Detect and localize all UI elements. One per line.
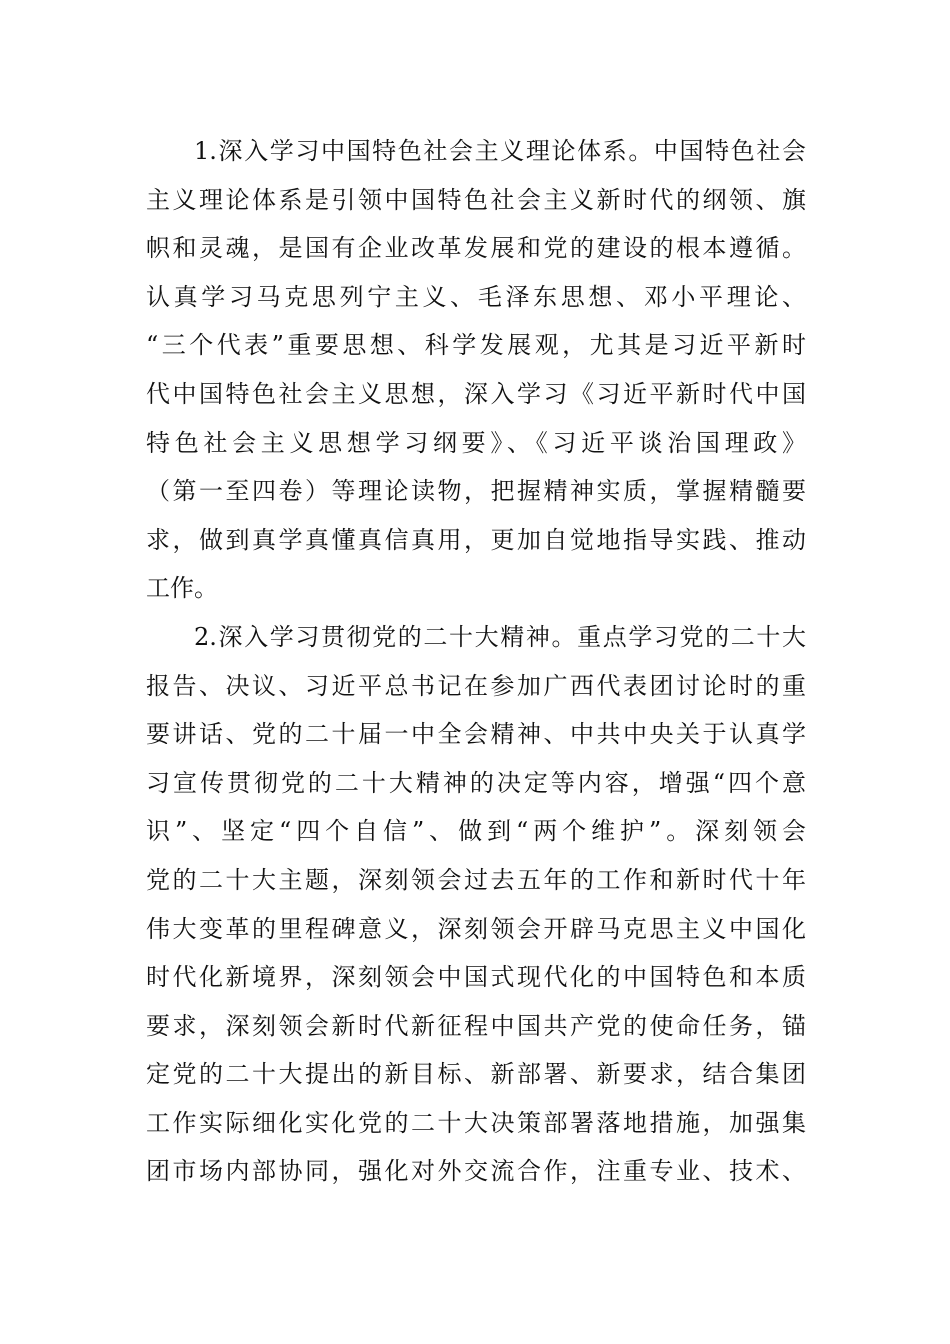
paragraph-line: 时代化新境界，深刻领会中国式现代化的中国特色和本质 bbox=[146, 963, 806, 992]
paragraph-1 bbox=[146, 127, 806, 613]
paragraph-line: 主义理论体系是引领中国特色社会主义新时代的纲领、旗 bbox=[146, 185, 806, 214]
paragraph-line: 工作实际细化实化党的二十大决策部署落地措施，加强集 bbox=[146, 1108, 806, 1137]
paragraph-line: 习宣传贯彻党的二十大精神的决定等内容，增强“四个意 bbox=[146, 768, 806, 797]
paragraph-2 bbox=[146, 613, 806, 1196]
paragraph-line: 识”、坚定“四个自信”、做到“两个维护”。深刻领会 bbox=[146, 817, 806, 846]
paragraph-line: （第一至四卷）等理论读物，把握精神实质，掌握精髓要 bbox=[146, 477, 806, 506]
paragraph-line: 团市场内部协同，强化对外交流合作，注重专业、技术、 bbox=[146, 1157, 806, 1186]
paragraph-line: 帜和灵魂，是国有企业改革发展和党的建设的根本遵循。 bbox=[146, 234, 806, 263]
document-body bbox=[146, 127, 806, 1196]
paragraph-line: 代中国特色社会主义思想，深入学习《习近平新时代中国 bbox=[146, 379, 806, 408]
paragraph-line: 定党的二十大提出的新目标、新部署、新要求，结合集团 bbox=[146, 1060, 806, 1089]
paragraph-line: 2.深入学习贯彻党的二十大精神。重点学习党的二十大 bbox=[194, 622, 806, 651]
paragraph-line: “三个代表”重要思想、科学发展观，尤其是习近平新时 bbox=[146, 331, 806, 360]
paragraph-line: 要讲话、党的二十届一中全会精神、中共中央关于认真学 bbox=[146, 720, 806, 749]
paragraph-line: 特色社会主义思想学习纲要》、《习近平谈治国理政》 bbox=[146, 428, 806, 457]
paragraph-line: 求，做到真学真懂真信真用，更加自觉地指导实践、推动 bbox=[146, 525, 806, 554]
paragraph-line: 要求，深刻领会新时代新征程中国共产党的使命任务，锚 bbox=[146, 1011, 806, 1040]
paragraph-line: 党的二十大主题，深刻领会过去五年的工作和新时代十年 bbox=[146, 865, 806, 894]
paragraph-line: 报告、决议、习近平总书记在参加广西代表团讨论时的重 bbox=[146, 671, 806, 700]
paragraph-line: 1.深入学习中国特色社会主义理论体系。中国特色社会 bbox=[194, 137, 806, 165]
paragraph-line: 伟大变革的里程碑意义，深刻领会开辟马克思主义中国化 bbox=[146, 914, 806, 943]
paragraph-line: 工作。 bbox=[146, 574, 218, 603]
paragraph-line: 认真学习马克思列宁主义、毛泽东思想、邓小平理论、 bbox=[146, 282, 806, 311]
